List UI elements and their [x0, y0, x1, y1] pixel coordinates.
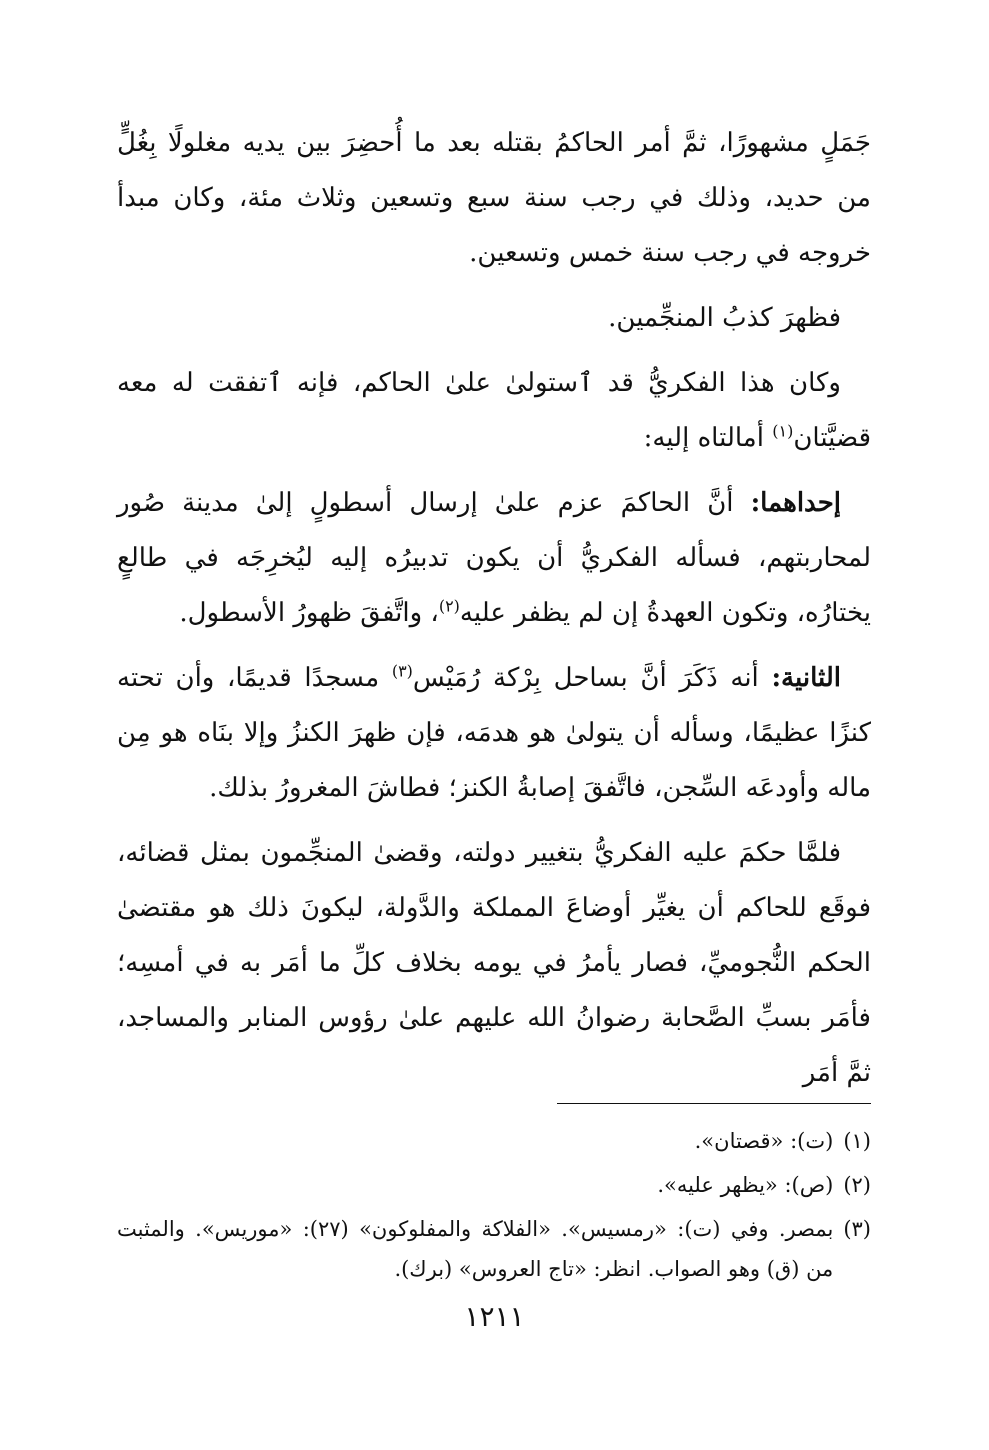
footnote-2 [117, 1165, 871, 1205]
footnote-ref-1[interactable]: (١) [772, 421, 794, 441]
footnote-3-text: بمصر. وفي (ت): «رمسيس». «الفلاكة والمفلوكون» (٢٧): «موريس». والمثبت من (ق) وهو الصواب. انظر: «تاج العروس» (برك). [117, 1217, 834, 1281]
footnote-1-number: (١) [843, 1129, 871, 1153]
paragraph-6 [117, 826, 871, 1101]
footnote-2-number: (٢) [843, 1173, 871, 1197]
paragraph-5 [117, 651, 871, 816]
paragraph-4-text-start: أنَّ الحاكمَ عزم علىٰ إرسال أسطولٍ إلىٰ مدينة صُور لمحاربتهم، فسأله الفكريُّ أن يكون تدبيرُه إليه ليُخرِجَه في طالعٍ يختارُه، وتكون العهدةُ إن لم يظفر عليه [117, 488, 871, 628]
paragraph-5-lead: الثانية: [771, 663, 841, 693]
paragraph-4-lead: إحداهما: [750, 488, 841, 518]
footnote-3-number: (٣) [843, 1217, 871, 1241]
footnote-1-text: (ت): «قصتان». [694, 1129, 834, 1153]
paragraph-3-text-end: أمالتاه إليه: [643, 423, 773, 453]
paragraph-6-text: فلمَّا حكمَ عليه الفكريُّ بتغيير دولته، وقضىٰ المنجِّمون بمثل قضائه، فوقَع للحاكم أن يغيِّر أوضاعَ المملكة والدَّولة، ليكونَ ذلك هو مقتضىٰ الحكم النُّجوميِّ، فصار يأمرُ في يومه بخلاف كلِّ ما أمَر به في أمسِه؛ فأمَر بسبِّ الصَّحابة رضوانُ الله عليهم علىٰ رؤوس المنابر والمساجد، ثمَّ أمَر [117, 838, 871, 1088]
paragraph-5-text-end: مسجدًا قديمًا، وأن تحته كنزًا عظيمًا، وسأله أن يتولىٰ هو هدمَه، فإن ظهرَ الكنزُ وإلا بنَاه هو مِن ماله وأودعَه السِّجن، فاتَّفقَ إصابةُ الكنز؛ فطاشَ المغرورُ بذلك. [117, 663, 871, 803]
paragraph-4 [117, 476, 871, 641]
paragraph-5-text-start: أنه ذَكَرَ أنَّ بساحل بِرْكة رُمَيْس [412, 663, 772, 693]
footnote-ref-3[interactable]: (٣) [391, 661, 413, 681]
footnote-ref-2[interactable]: (٢) [438, 596, 460, 616]
page-number: ١٢١١ [464, 1300, 525, 1333]
paragraph-3-text-start: وكان هذا الفكريُّ قد ٱستولىٰ علىٰ الحاكم، فإنه ٱتفقت له معه قضيَّتان [117, 368, 871, 453]
footnote-1 [117, 1121, 871, 1161]
footnote-divider [557, 1103, 871, 1104]
footnote-2-text: (ص): «يظهر عليه». [657, 1173, 834, 1197]
footnote-3 [117, 1209, 871, 1289]
paragraph-2 [117, 291, 871, 346]
paragraph-2-text: فظهرَ كذبُ المنجِّمين. [608, 303, 841, 333]
paragraph-1 [117, 116, 871, 281]
paragraph-1-text: جَمَلٍ مشهورًا، ثمَّ أمر الحاكمُ بقتله بعد ما أُحضِرَ بين يديه مغلولًا بِغُلٍّ من حديد، وذلك في رجب سنة سبع وتسعين وثلاث مئة، وكان مبدأ خروجه في رجب سنة خمس وتسعين. [117, 128, 871, 268]
paragraph-3 [117, 356, 871, 466]
footnotes [117, 1121, 871, 1293]
paragraph-4-text-end: ، واتَّفقَ ظهورُ الأسطول. [179, 598, 439, 628]
main-text [117, 116, 871, 1111]
